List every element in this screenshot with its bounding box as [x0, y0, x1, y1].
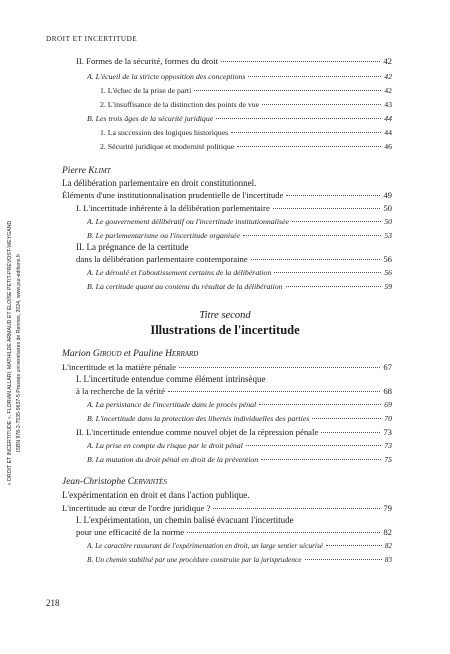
toc-entry-title: A. Le caractère rassurant de l'expérimentation en droit, un large sentier sécurisé	[87, 541, 324, 550]
toc-entry-page: 49	[383, 190, 392, 200]
toc-entry-page: 42	[383, 56, 392, 66]
chapter-author	[62, 349, 198, 359]
author-last-name: Giroud	[92, 349, 122, 359]
toc-entry[interactable]	[76, 56, 392, 66]
toc-entry[interactable]	[87, 541, 392, 550]
chapter-author	[62, 477, 167, 487]
toc-entry-title: pour une efficacité de la norme	[76, 527, 185, 537]
toc-entry-title: à la recherche de la vérité	[76, 386, 165, 396]
author-first-name: Jean-Christophe	[62, 477, 126, 487]
author-first-name: Marion	[62, 349, 91, 359]
toc-entry-title: II. L'incertitude entendue comme nouvel objet de la répression pénale	[76, 427, 319, 437]
toc-entry[interactable]	[62, 503, 392, 513]
toc-entry-line: II. La prégnance de la certitude	[76, 242, 189, 252]
toc-entry-title: B. La mutation du droit pénal en droit de la prévention	[87, 455, 259, 464]
toc-entry-title: A. Le gouvernement délibératif ou l'incertitude institutionnalisée	[87, 217, 289, 226]
toc-entry-title: 2. L'insuffisance de la distinction des points de vue	[100, 100, 260, 109]
toc-entry-page: 75	[384, 455, 392, 464]
toc-entry[interactable]	[87, 217, 392, 226]
toc-entry-title: II. Formes de la sécurité, formes du droit	[76, 56, 219, 66]
toc-entry-title: A. L'écueil de la stricte opposition des conceptions	[87, 72, 246, 81]
chapter-author	[62, 166, 111, 176]
toc-entry[interactable]	[87, 414, 392, 423]
toc-entry[interactable]	[62, 190, 392, 200]
toc-entry-title: 1. L'échec de la prise de parti	[100, 86, 192, 95]
side-note-line-2: ISBN 978-2-7535-9637-5 Presses universitaires de Rennes, 2024, www.pur-editions.fr	[15, 253, 22, 453]
part-title: Illustrations de l'incertitude	[150, 323, 300, 337]
toc-entry-title: dans la délibération parlementaire contemporaine	[76, 254, 248, 264]
toc-entry-title: I. L'incertitude inhérente à la délibération parlementaire	[76, 203, 270, 213]
toc-entry-title: A. La prise en compte du risque par le droit pénal	[87, 441, 243, 450]
toc-entry-title: B. Le parlementarisme ou l'incertitude organisée	[87, 231, 240, 240]
toc-entry-title: A. La persistance de l'incertitude dans le procès pénal	[87, 400, 257, 409]
toc-entry[interactable]	[87, 231, 392, 240]
toc-entry[interactable]	[76, 386, 392, 396]
toc-entry-page: 79	[383, 503, 392, 513]
toc-entry[interactable]	[100, 128, 392, 137]
running-head: DROIT ET INCERTITUDE	[46, 35, 138, 43]
toc-entry[interactable]	[87, 441, 392, 450]
toc-entry-page: 50	[383, 203, 392, 213]
toc-entry-page: 82	[384, 541, 392, 550]
toc-entry-title: 2. Sécurité juridique et modernité politique	[100, 142, 235, 151]
toc-entry-page: 73	[383, 427, 392, 437]
author-last-name: Cervantès	[127, 477, 167, 487]
part-label: Titre second	[199, 310, 251, 321]
toc-entry-line: I. L'incertitude entendue comme élément intrinsèque	[76, 374, 266, 384]
toc-entry-page: 42	[384, 86, 392, 95]
toc-entry-page: 73	[384, 441, 392, 450]
toc-entry-page: 50	[384, 217, 392, 226]
toc-entry-page: 70	[384, 414, 392, 423]
toc-entry-page: 44	[384, 114, 392, 123]
toc-entry[interactable]	[87, 282, 392, 291]
toc-entry-page: 44	[384, 128, 392, 137]
toc-entry[interactable]	[87, 455, 392, 464]
toc-entry-page: 69	[384, 400, 392, 409]
toc-entry-title: Éléments d'une institutionnalisation prudentielle de l'incertitude	[62, 190, 284, 200]
toc-entry-title: L'incertitude au cœur de l'ordre juridique ?	[62, 503, 211, 513]
author-first-name: Pierre	[62, 166, 86, 176]
toc-entry-title: L'incertitude et la matière pénale	[62, 362, 176, 372]
author-last-name: Klimt	[88, 166, 111, 176]
side-note	[6, 193, 32, 513]
toc-entry-title: B. L'incertitude dans la protection des libertés individuelles des parties	[87, 414, 310, 423]
toc-entry[interactable]	[100, 142, 392, 151]
toc-entry[interactable]	[87, 400, 392, 409]
toc-entry[interactable]	[76, 427, 392, 437]
author-conjunction: et	[123, 349, 131, 359]
toc-entry-page: 42	[384, 72, 392, 81]
chapter-title: L'expérimentation en droit et dans l'action publique.	[62, 490, 250, 500]
side-note-line-1: « DROIT ET INCERTITUDE », FLORIAN ALLARI, MATHILDE ARMAUD ET ÉLOÏSE PETIT-PRÉVOST-WEYGAND	[7, 220, 13, 486]
toc-entry[interactable]	[62, 362, 392, 372]
toc-entry-page: 56	[383, 254, 392, 264]
toc-entry-page: 82	[383, 527, 392, 537]
toc-entry-page: 53	[384, 231, 392, 240]
toc-entry[interactable]	[76, 254, 392, 264]
toc-entry-title: B. Un chemin stabilisé par une procédure construite par la jurisprudence	[87, 555, 302, 564]
toc-entry[interactable]	[76, 527, 392, 537]
toc-entry[interactable]	[100, 100, 392, 109]
toc-entry[interactable]	[87, 268, 392, 277]
toc-entry[interactable]	[87, 114, 392, 123]
toc-entry[interactable]	[87, 555, 392, 564]
toc-entry-title: 1. La succession des logiques historiques	[100, 128, 229, 137]
toc-entry-page: 67	[383, 362, 392, 372]
toc-entry[interactable]	[87, 72, 392, 81]
chapter-title: La délibération parlementaire en droit constitutionnel.	[62, 178, 257, 188]
toc-entry-page: 59	[384, 282, 392, 291]
toc-entry[interactable]	[100, 86, 392, 95]
toc-entry-title: A. Le déroulé et l'aboutissement certains de la délibération	[87, 268, 272, 277]
toc-entry-page: 83	[384, 555, 392, 564]
toc-entry-title: B. La certitude quant au contenu du résultat de la délibération	[87, 282, 283, 291]
toc-entry-page: 68	[383, 386, 392, 396]
page-number: 218	[46, 598, 60, 608]
toc-entry[interactable]	[76, 203, 392, 213]
toc-entry-page: 43	[384, 100, 392, 109]
toc-entry-page: 46	[384, 142, 392, 151]
author-last-name: Herrard	[165, 349, 199, 359]
toc-entry-page: 56	[384, 268, 392, 277]
toc-entry-title: B. Les trois âges de la sécurité juridique	[87, 114, 214, 123]
toc-entry-line: I. L'expérimentation, un chemin balisé évacuant l'incertitude	[76, 515, 294, 525]
author-first-name: Pauline	[133, 349, 163, 359]
